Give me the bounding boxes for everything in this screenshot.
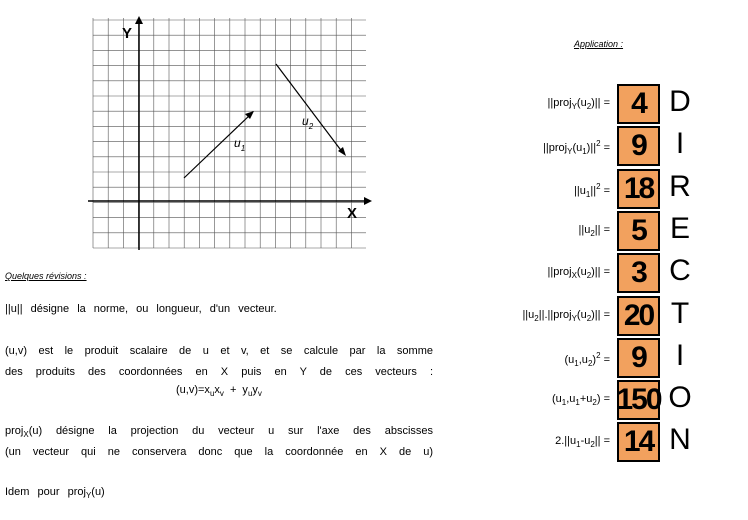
application-formula: $(u_1,u_1+u_2)$ =: [551, 393, 610, 408]
answer-box: 9: [617, 126, 660, 166]
application-formula: $||proj_X(u_2)||$ =: [547, 266, 610, 281]
vertical-word-letter: N: [669, 423, 691, 457]
dot-product-formula: $(u,v)=x_ux_v + y_uy_v$: [176, 384, 262, 398]
revisions-title: Quelques révisions :: [5, 271, 87, 281]
answer-box: 18: [617, 169, 660, 209]
dot-product-line2: des produits des coordonnées en X puis en Y de ces vecteurs :: [5, 366, 433, 378]
answer-box: 4: [617, 84, 660, 124]
application-formula: $2.||u_1-u_2||$ =: [555, 435, 610, 450]
vector-u1-label: $u_1$: [234, 136, 246, 153]
answer-box: 14: [617, 422, 660, 462]
axis-y-label: Y: [122, 25, 133, 42]
vector-u2: [276, 64, 343, 153]
application-title: Application :: [574, 39, 624, 49]
idem-projection-y: Idem pour proj$_Y$(u): [5, 486, 105, 500]
norm-definition: ||u|| désigne la norme, ou longueur, d'un vecteur.: [5, 303, 277, 315]
grid-lines: [93, 18, 366, 248]
vertical-word-letter: I: [675, 338, 685, 372]
axis-x-label: X: [347, 205, 358, 222]
vertical-word-letter: O: [668, 381, 692, 415]
dot-product-line1: (u,v) est le produit scalaire de u et v, et se calcule par la somme: [5, 345, 433, 357]
vertical-word-letter: I: [675, 127, 685, 161]
x-axis-arrowhead: [364, 197, 372, 205]
answer-box: 5: [617, 211, 660, 251]
vertical-word-letter: T: [670, 296, 690, 330]
answer-box: 150: [617, 380, 660, 420]
vector-grid-diagram: [88, 14, 378, 254]
application-formula: $||proj_Y(u_1)||^2$ =: [543, 139, 610, 157]
answer-box: 3: [617, 253, 660, 293]
vertical-word-letter: C: [669, 254, 691, 288]
projection-line2: (un vecteur qui ne conservera donc que la coordonnée en X de u): [5, 446, 433, 458]
answer-box: 20: [617, 296, 660, 336]
answer-box: 9: [617, 338, 660, 378]
application-formula: $||u_1||^2$ =: [574, 181, 610, 199]
vertical-word-letter: D: [669, 85, 691, 118]
application-formula: $||proj_Y(u_2)||$ =: [547, 97, 610, 111]
vector-u2-label: $u_2$: [302, 114, 314, 131]
projection-line1: proj$_X$(u) désigne la projection du vecteur u sur l'axe des abscisses: [5, 425, 433, 439]
vertical-word-letter: R: [669, 169, 691, 203]
application-formula: $(u_1,u_2)^2$ =: [564, 350, 610, 368]
application-formula: $||u_2||.||proj_Y(u_2)||$ =: [522, 308, 610, 323]
vertical-word-letter: E: [669, 211, 690, 245]
application-formula: $||u_2||$ =: [578, 223, 610, 238]
